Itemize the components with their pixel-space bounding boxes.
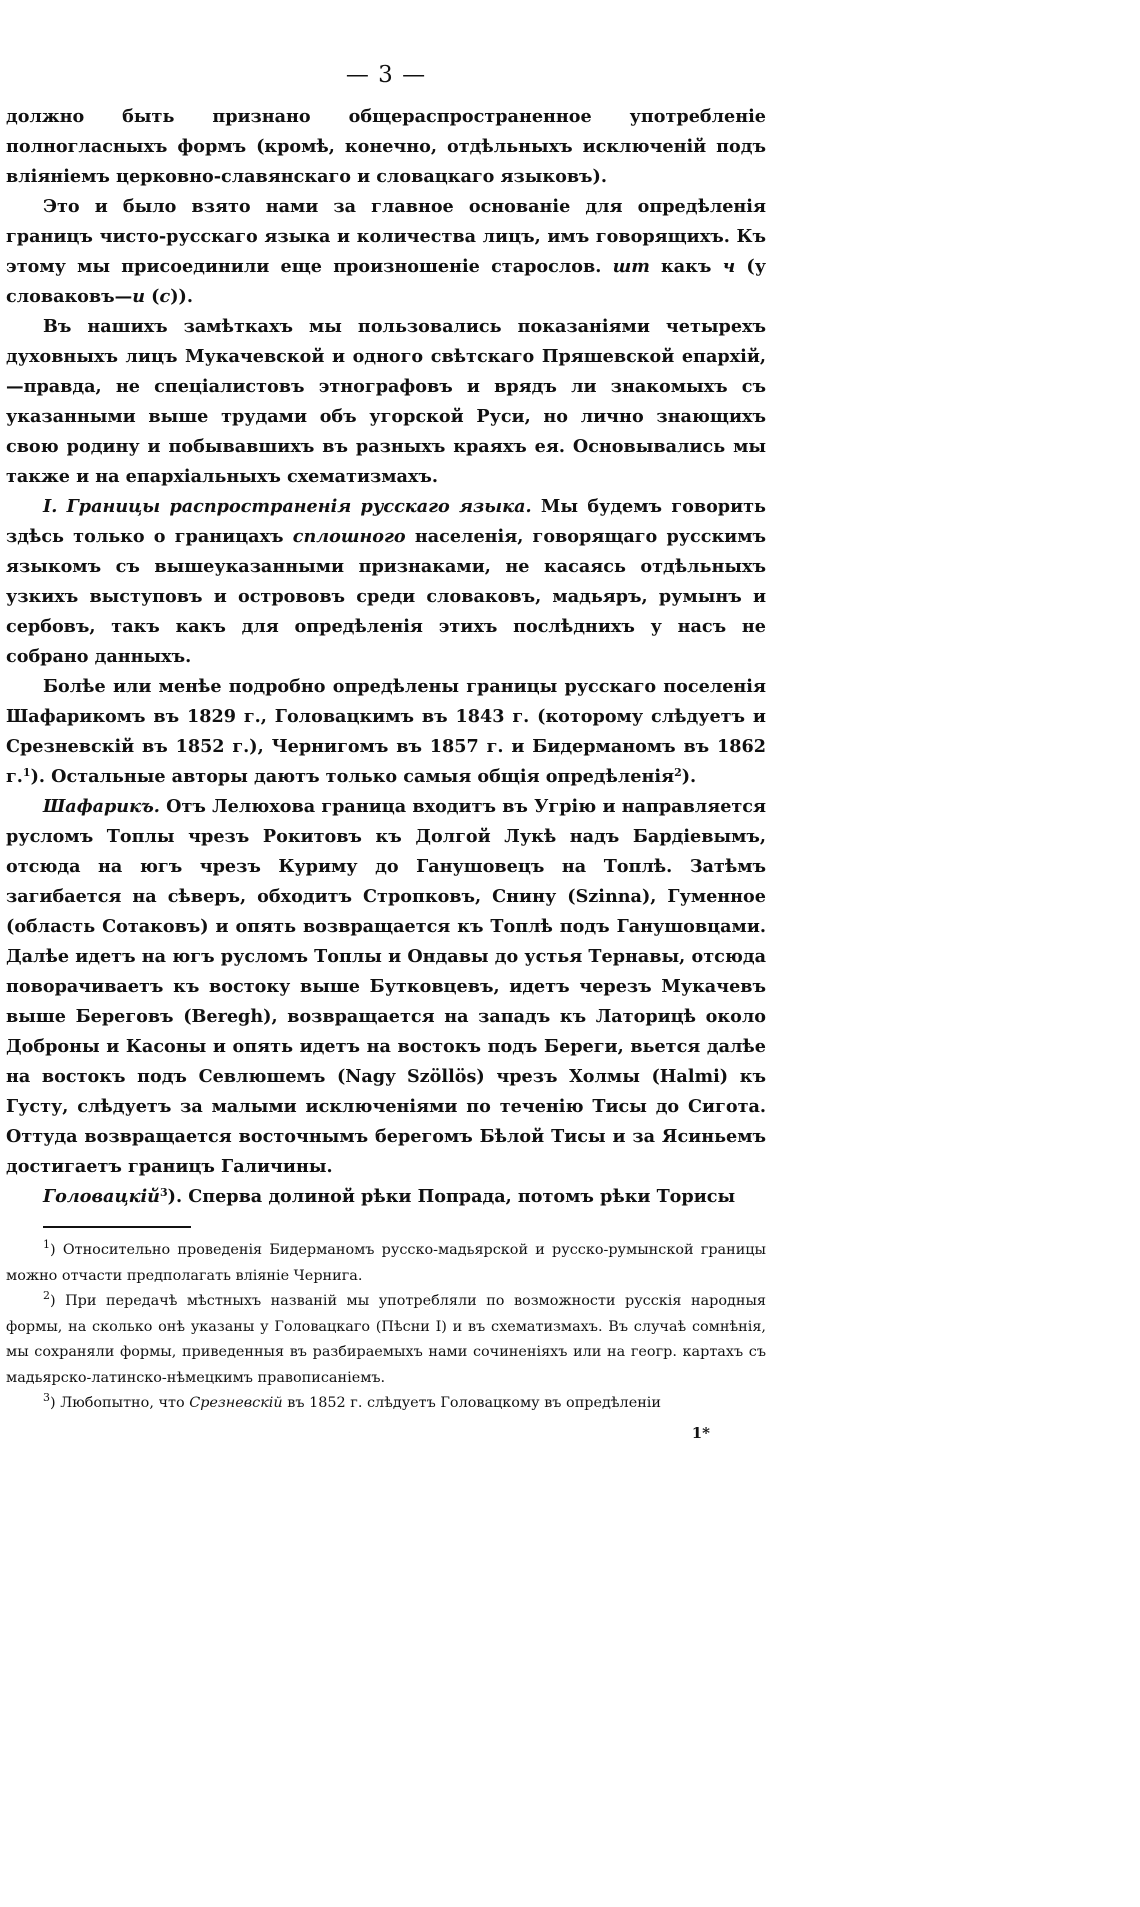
paragraph-continued xyxy=(6,102,766,192)
text-run: ( xyxy=(145,286,160,307)
text-run: Мы будемъ говорить здѣсь только о границахъ xyxy=(6,496,767,547)
footnote-mark: 3 xyxy=(43,1391,50,1404)
footnote-ref[interactable]: 2 xyxy=(674,766,682,779)
footnote-ref[interactable]: 1 xyxy=(22,766,31,779)
paragraph-sources xyxy=(6,312,766,492)
paragraph-section-heading xyxy=(6,492,766,672)
footnote-ref[interactable]: 3 xyxy=(159,1186,168,1199)
footnote-mark: 1 xyxy=(43,1238,50,1251)
footnote-mark: 2 xyxy=(43,1289,50,1302)
author-name: Шафарикъ. xyxy=(43,796,160,817)
footnote-text: ) Относительно проведенія Бидерманомъ русско-мадьярской и русско-румынской границы можно отчасти предполагать вліяніе Чернига. xyxy=(6,1242,766,1284)
text-run: (у словаковъ— xyxy=(6,256,766,307)
page xyxy=(6,62,766,1447)
paragraph-text: Въ нашихъ замѣткахъ мы пользовались показаніями четырехъ духовныхъ лицъ Мукачевской и одного свѣтскаго Пряшевской епархій,—правда, не спеціалистовъ этнографовъ и врядъ ли знакомыхъ съ указанными выше трудами объ угорской Руси, но лично знающихъ свою родину и побывавшихъ въ разныхъ краяхъ ея. Основывались мы также и на епархіальныхъ схематизмахъ. xyxy=(6,316,766,487)
paragraph-text: должно быть признано общераспространенное употребленіе полногласныхъ формъ (кромѣ, конечно, отдѣльныхъ исключеній подъ вліяніемъ церковно-славянскаго и словацкаго языковъ). xyxy=(6,106,766,187)
text-run: Это и было взято нами за главное основаніе для опредѣленія границъ чисто-русскаго языка и количества лицъ, имъ говорящихъ. Къ этому мы присоединили еще произношеніе старослов. xyxy=(6,196,766,277)
text-run: )). xyxy=(170,286,193,307)
page-number: — 3 — xyxy=(345,62,427,88)
italic-run: ч xyxy=(722,256,736,277)
main-text xyxy=(6,102,766,1212)
signature-mark: 1* xyxy=(691,1423,710,1442)
italic-run: Срезневскій xyxy=(189,1395,283,1411)
text-run: ). Остальные авторы даютъ только самыя общія опредѣленія xyxy=(30,766,675,787)
text-run: населенія, говорящаго русскимъ языкомъ съ вышеуказанными признаками, не касаясь отдѣльныхъ узкихъ выступовъ и острововъ среди словаковъ, мадьяръ, румынъ и сербовъ, такъ какъ для опредѣленія этихъ послѣднихъ у насъ не собрано данныхъ. xyxy=(6,526,766,667)
text-run: какъ xyxy=(649,256,723,277)
footnote-2 xyxy=(6,1289,766,1391)
text-run: ). xyxy=(681,766,697,787)
italic-run: с xyxy=(159,286,171,307)
footnote-1 xyxy=(6,1238,766,1289)
text-run: Болѣе или менѣе подробно опредѣлены границы русскаго поселенія Шафарикомъ въ 1829 г., Головацкимъ въ 1843 г. (которому слѣдуетъ и Срезневскій въ 1852 г.), Чернигомъ въ 1857 г. и Бидерманомъ въ 1862 г. xyxy=(6,676,766,787)
author-name: Головацкій xyxy=(43,1186,160,1207)
paragraph-authors xyxy=(6,672,766,792)
section-title: I. Границы распространенія русскаго языка. xyxy=(43,496,532,517)
paragraph-golovatsky xyxy=(6,1182,766,1212)
footnote-divider xyxy=(43,1226,191,1228)
footnotes xyxy=(6,1238,766,1417)
paragraph-method xyxy=(6,192,766,312)
footnote-text: ) При передачѣ мѣстныхъ названій мы употребляли по возможности русскія народныя формы, на сколько онѣ указаны у Головацкаго (Пѣсни I) и въ схематизмахъ. Въ случаѣ сомнѣнія, мы сохраняли формы, приведенныя въ разбираемыхъ нами сочиненіяхъ или на геогр. картахъ съ мадьярско-латинско-нѣмецкимъ правописаніемъ. xyxy=(6,1293,766,1386)
italic-run: и xyxy=(132,286,146,307)
italic-run: шт xyxy=(612,256,650,277)
text-run: Отъ Лелюхова граница входитъ въ Угрію и направляется русломъ Топлы чрезъ Рокитовъ къ Долгой Лукѣ надъ Бардіевымъ, отсюда на югъ чрезъ Куриму до Ганушовецъ на Топлѣ. Затѣмъ загибается на сѣверъ, обходитъ Стропковъ, Снину (Szinna), Гуменное (область Сотаковъ) и опять возвращается къ Топлѣ подъ Ганушовцами. Далѣе идетъ на югъ русломъ Топлы и Ондавы до устья Тернавы, отсюда поворачиваетъ къ востоку выше Бутковцевъ, идетъ черезъ Мукачевъ выше Береговъ (Beregh), возвращается на западъ къ Латорицѣ около Доброны и Касоны и опять идетъ на востокъ подъ Береги, вьется далѣе на востокъ подъ Севлюшемъ (Nagy Szöllös) чрезъ Холмы (Halmi) къ Густу, слѣдуетъ за малыми исключеніями по теченію Тисы до Сигота. Оттуда возвращается восточнымъ берегомъ Бѣлой Тисы и за Ясиньемъ достигаетъ границъ Галичины. xyxy=(6,796,766,1177)
italic-run: сплошного xyxy=(292,526,406,547)
footnote-3 xyxy=(6,1391,766,1417)
footnote-text: ) Любопытно, что xyxy=(50,1395,190,1411)
text-run: ). Сперва долиной рѣки Попрада, потомъ рѣки Торисы xyxy=(167,1186,736,1207)
footnote-text: въ 1852 г. слѣдуетъ Головацкому въ опредѣленіи xyxy=(282,1395,662,1411)
paragraph-shafarik xyxy=(6,792,766,1182)
